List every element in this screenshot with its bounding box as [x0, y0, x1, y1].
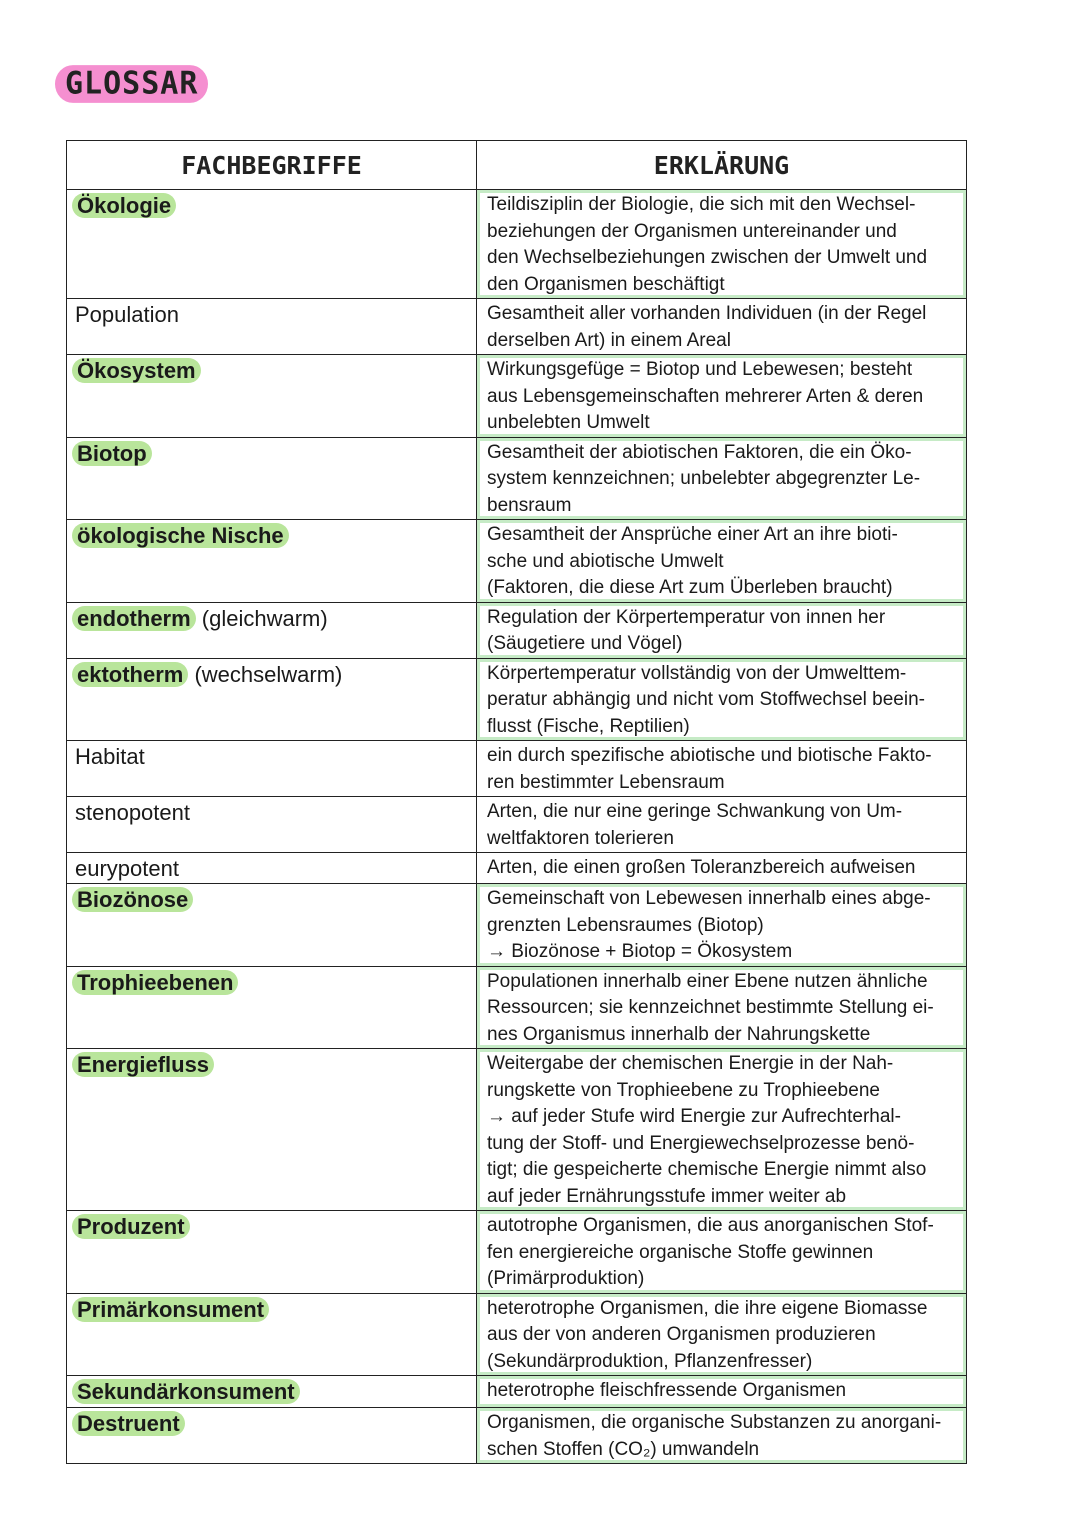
- table-row: [67, 658, 967, 741]
- explanation-cell: [477, 299, 967, 355]
- table-row: [67, 355, 967, 438]
- explanation-cell: [477, 1408, 967, 1464]
- table-row: [67, 966, 967, 1049]
- explanation-line: derselben Art) in einem Areal: [487, 329, 731, 351]
- term-cell: [67, 884, 477, 967]
- term-label: Energiefluss: [72, 1052, 214, 1077]
- explanation-line: → Biozönose + Biotop = Ökosystem: [487, 941, 793, 962]
- explanation-line: (Säugetiere und Vögel): [487, 633, 683, 654]
- term-label: Produzent: [72, 1214, 190, 1239]
- term-label: Trophieebenen: [72, 970, 238, 995]
- table-row: [67, 1376, 967, 1408]
- explanation-line: Gesamtheit der Ansprüche einer Art an ihre bioti-: [487, 524, 898, 545]
- term-label: Destruent: [72, 1411, 185, 1436]
- explanation-line: sche und abiotische Umwelt: [487, 550, 724, 572]
- explanation-line: ein durch spezifische abiotische und biotische Fakto-: [487, 745, 932, 766]
- explanation-line: fen energiereiche organische Stoffe gewinnen: [487, 1241, 874, 1263]
- term-label: Biotop: [72, 441, 152, 466]
- explanation-cell: [477, 966, 967, 1049]
- explanation-line: Organismen, die organische Substanzen zu anorgani-: [487, 1412, 942, 1433]
- table-row: [67, 741, 967, 797]
- term-cell: [67, 797, 477, 853]
- explanation-line: auf jeder Ernährungsstufe immer weiter ab: [487, 1185, 847, 1207]
- term-cell: [67, 1376, 477, 1408]
- explanation-line: grenzten Lebensraumes (Biotop): [487, 914, 764, 936]
- term-label: Primärkonsument: [72, 1297, 269, 1322]
- table-row: [67, 1049, 967, 1211]
- term-label: ökologische Nische: [72, 523, 289, 548]
- table-row: [67, 299, 967, 355]
- term-label: Ökologie: [72, 193, 176, 218]
- explanation-cell: [477, 797, 967, 853]
- explanation-line: system kennzeichnen; unbelebter abgegrenzter Le-: [487, 468, 921, 489]
- term-cell: [67, 437, 477, 520]
- explanation-line: Gesamtheit der abiotischen Faktoren, die ein Öko-: [487, 441, 912, 463]
- explanation-line: → auf jeder Stufe wird Energie zur Aufrechterhal-: [487, 1106, 901, 1127]
- table-row: [67, 190, 967, 299]
- explanation-cell: [477, 355, 967, 438]
- table-row: [67, 437, 967, 520]
- explanation-cell: [477, 1211, 967, 1294]
- explanation-line: tung der Stoff- und Energiewechselprozesse benö-: [487, 1132, 915, 1154]
- explanation-line: rungskette von Trophieebene zu Trophieebene: [487, 1079, 880, 1101]
- explanation-line: Weitergabe der chemischen Energie in der Nah-: [487, 1053, 894, 1074]
- explanation-line: heterotrophe fleischfressende Organismen: [487, 1380, 847, 1401]
- explanation-line: Wirkungsgefüge = Biotop und Lebewesen; besteht: [487, 359, 913, 380]
- explanation-line: heterotrophe Organismen, die ihre eigene Biomasse: [487, 1297, 928, 1319]
- explanation-cell: [477, 1049, 967, 1211]
- explanation-line: Regulation der Körpertemperatur von innen her: [487, 606, 886, 628]
- term-cell: [67, 1049, 477, 1211]
- explanation-line: Ressourcen; sie kennzeichnet bestimmte Stellung ei-: [487, 997, 934, 1018]
- explanation-cell: [477, 190, 967, 299]
- explanation-line: nes Organismus innerhalb der Nahrungskette: [487, 1023, 871, 1045]
- term-cell: [67, 1408, 477, 1464]
- term-label: Habitat: [75, 744, 145, 769]
- term-cell: [67, 190, 477, 299]
- term-cell: [67, 853, 477, 884]
- term-label: eurypotent: [75, 856, 179, 881]
- term-label: Biozönose: [72, 887, 193, 912]
- explanation-cell: [477, 658, 967, 741]
- explanation-cell: [477, 853, 967, 884]
- term-cell: [67, 520, 477, 603]
- table-row: [67, 520, 967, 603]
- explanation-cell: [477, 1376, 967, 1408]
- explanation-line: peratur abhängig und nicht vom Stoffwechsel beein-: [487, 689, 925, 710]
- glossary-table: [66, 140, 967, 1464]
- term-cell: [67, 355, 477, 438]
- table-row: [67, 853, 967, 884]
- explanation-line: tigt; die gespeicherte chemische Energie nimmt also: [487, 1159, 927, 1180]
- explanation-line: Körpertemperatur vollständig von der Umwelttem-: [487, 662, 907, 684]
- explanation-cell: [477, 602, 967, 658]
- term-annotation: (gleichwarm): [195, 605, 328, 631]
- explanation-line: (Primärproduktion): [487, 1268, 645, 1289]
- term-label: Sekundärkonsument: [72, 1379, 300, 1404]
- explanation-cell: [477, 884, 967, 967]
- term-cell: [67, 966, 477, 1049]
- explanation-line: schen Stoffen (CO₂) umwandeln: [487, 1438, 760, 1460]
- explanation-line: Arten, die einen großen Toleranzbereich aufweisen: [487, 857, 916, 878]
- explanation-cell: [477, 1293, 967, 1376]
- explanation-line: Gesamtheit aller vorhanden Individuen (in der Regel: [487, 303, 927, 324]
- explanation-line: ren bestimmter Lebensraum: [487, 771, 725, 793]
- explanation-line: (Faktoren, die diese Art zum Überleben braucht): [487, 577, 893, 598]
- table-row: [67, 797, 967, 853]
- header-explanation: ERKLÄRUNG: [477, 141, 967, 190]
- header-row: [67, 141, 967, 190]
- term-label: Population: [75, 302, 179, 327]
- explanation-line: unbelebten Umwelt: [487, 412, 650, 433]
- explanation-cell: [477, 437, 967, 520]
- term-label: endotherm: [72, 606, 196, 631]
- explanation-line: Gemeinschaft von Lebewesen innerhalb eines abge-: [487, 888, 931, 909]
- table-row: [67, 602, 967, 658]
- term-cell: [67, 741, 477, 797]
- explanation-line: beziehungen der Organismen untereinander und: [487, 220, 897, 242]
- explanation-line: autotrophe Organismen, die aus anorganischen Stof-: [487, 1215, 934, 1236]
- term-label: ektotherm: [72, 662, 188, 687]
- term-cell: [67, 658, 477, 741]
- table-row: [67, 1211, 967, 1294]
- explanation-line: aus Lebensgemeinschaften mehrerer Arten & deren: [487, 385, 924, 407]
- explanation-line: den Wechselbeziehungen zwischen der Umwelt und: [487, 247, 928, 268]
- explanation-line: (Sekundärproduktion, Pflanzenfresser): [487, 1350, 813, 1372]
- explanation-line: aus der von anderen Organismen produzieren: [487, 1324, 876, 1345]
- explanation-line: Populationen innerhalb einer Ebene nutzen ähnliche: [487, 970, 928, 992]
- page-title: GLOSSAR: [55, 65, 208, 103]
- explanation-line: den Organismen beschäftigt: [487, 273, 725, 295]
- term-cell: [67, 602, 477, 658]
- term-annotation: (wechselwarm): [188, 661, 343, 687]
- explanation-line: bensraum: [487, 494, 572, 516]
- explanation-line: Teildisziplin der Biologie, die sich mit den Wechsel-: [487, 194, 916, 215]
- explanation-line: weltfaktoren tolerieren: [487, 827, 674, 849]
- table-row: [67, 1408, 967, 1464]
- table-row: [67, 1293, 967, 1376]
- term-label: Ökosystem: [72, 358, 201, 383]
- term-cell: [67, 299, 477, 355]
- explanation-cell: [477, 520, 967, 603]
- explanation-line: flusst (Fische, Reptilien): [487, 715, 690, 737]
- table-row: [67, 884, 967, 967]
- explanation-cell: [477, 741, 967, 797]
- header-term: FACHBEGRIFFE: [67, 141, 477, 190]
- term-cell: [67, 1211, 477, 1294]
- term-label: stenopotent: [75, 800, 190, 825]
- term-cell: [67, 1293, 477, 1376]
- explanation-line: Arten, die nur eine geringe Schwankung von Um-: [487, 801, 903, 822]
